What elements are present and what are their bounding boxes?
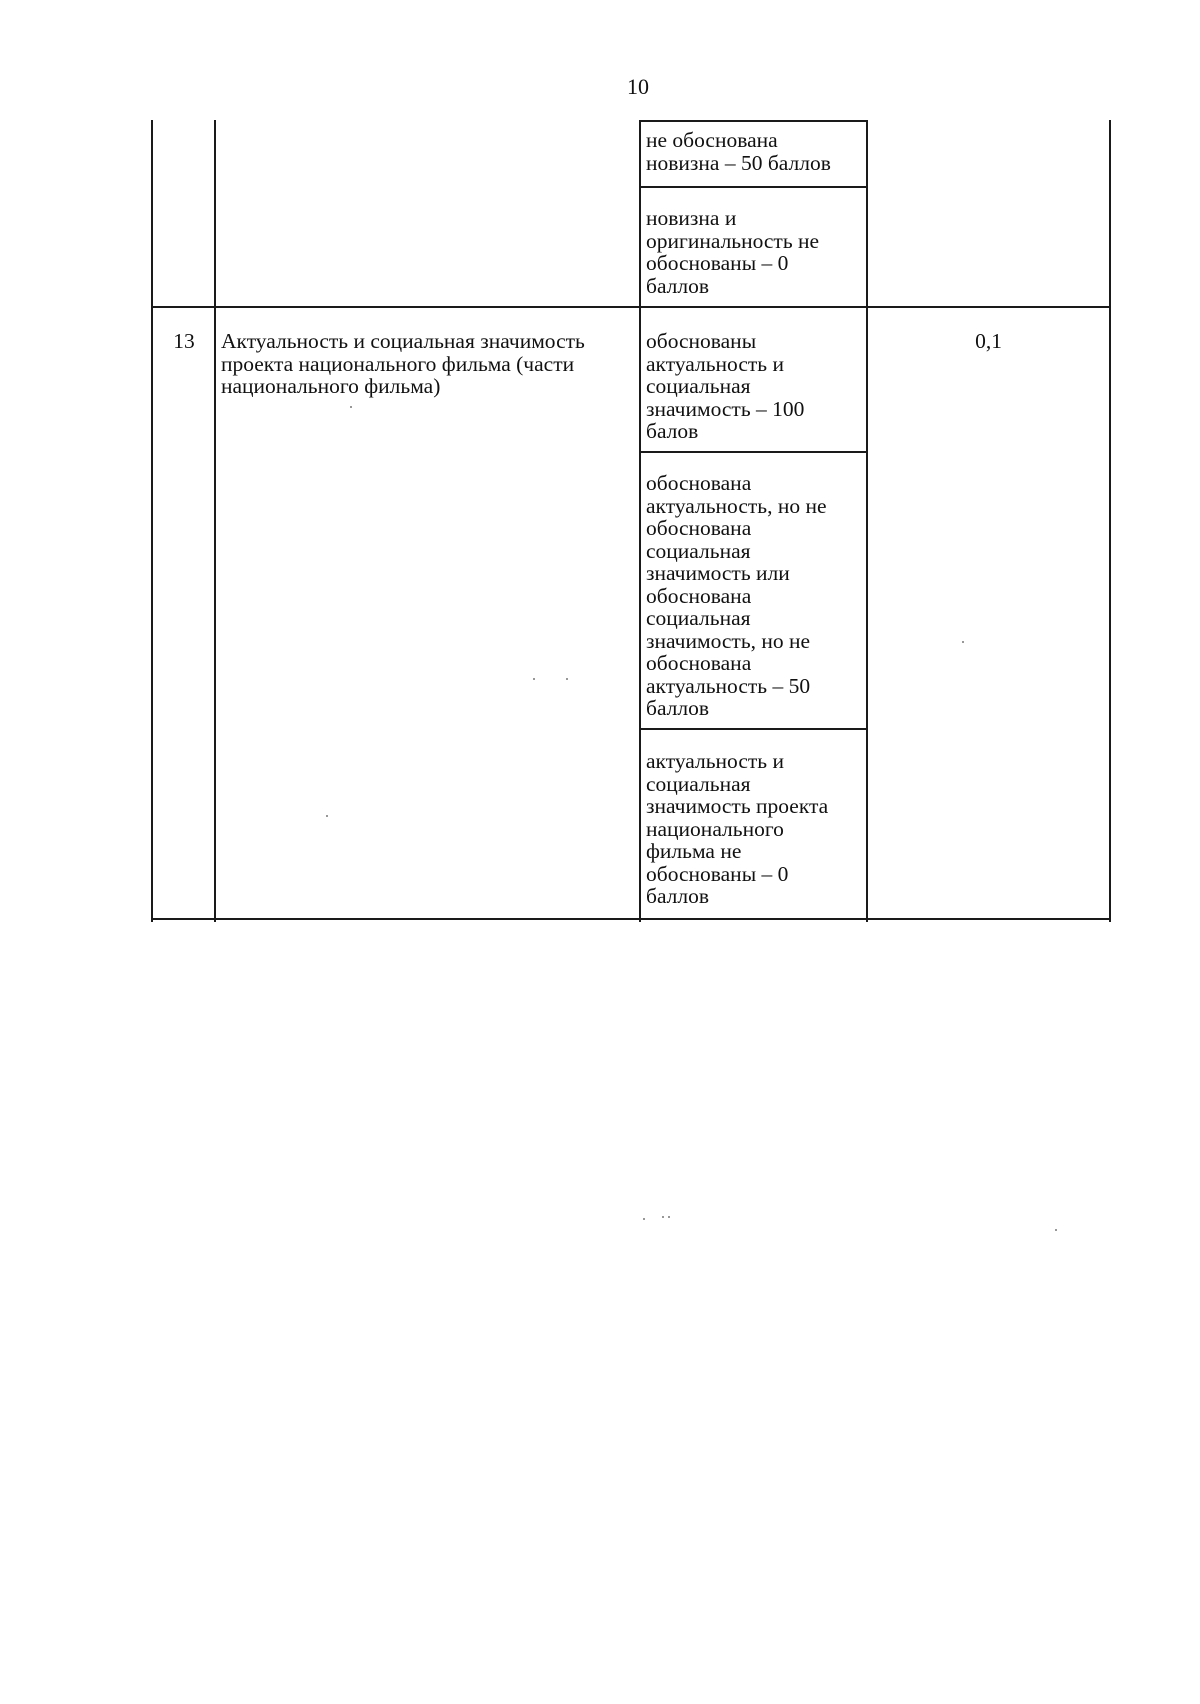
score-cell: обоснованы актуальность и социальная значимость – 100 балов	[646, 329, 805, 443]
scan-speck	[566, 678, 568, 680]
row-number: 13	[173, 329, 195, 353]
score-cell: не обоснована новизна – 50 баллов	[646, 128, 831, 175]
weight-cell: 0,1	[975, 329, 1002, 353]
score-cell: обоснована актуальность, но не обоснована социальная значимость или обоснована социальная значимость, но не обоснована актуальность – 50 баллов	[646, 471, 827, 720]
scan-speck	[326, 815, 328, 817]
scan-speck	[662, 1216, 664, 1218]
scan-speck	[643, 1218, 645, 1220]
scan-speck	[962, 641, 964, 643]
table-border-right	[1109, 120, 1111, 922]
page-number: 10	[627, 74, 649, 99]
table-divider-scores	[866, 120, 868, 922]
score-cell-divider	[639, 728, 868, 730]
scan-speck	[1055, 1229, 1057, 1231]
table-divider-criterion	[639, 120, 641, 922]
score-cell-top-border	[639, 120, 868, 122]
table-border-bottom	[151, 918, 1111, 920]
score-cell: актуальность и социальная значимость проекта национального фильма не обоснованы – 0 баллов	[646, 749, 829, 908]
score-cell-divider	[639, 451, 868, 453]
score-cell: новизна и оригинальность не обоснованы – 0 баллов	[646, 206, 820, 298]
scan-speck	[350, 406, 352, 408]
criterion-cell: Актуальность и социальная значимость проекта национального фильма (части национального фильма)	[221, 329, 585, 398]
table-border-left	[151, 120, 153, 922]
scan-speck	[533, 678, 535, 680]
table-divider-num	[214, 120, 216, 922]
scan-speck	[668, 1216, 670, 1218]
score-cell-divider	[639, 186, 868, 188]
row-divider	[151, 306, 1111, 308]
